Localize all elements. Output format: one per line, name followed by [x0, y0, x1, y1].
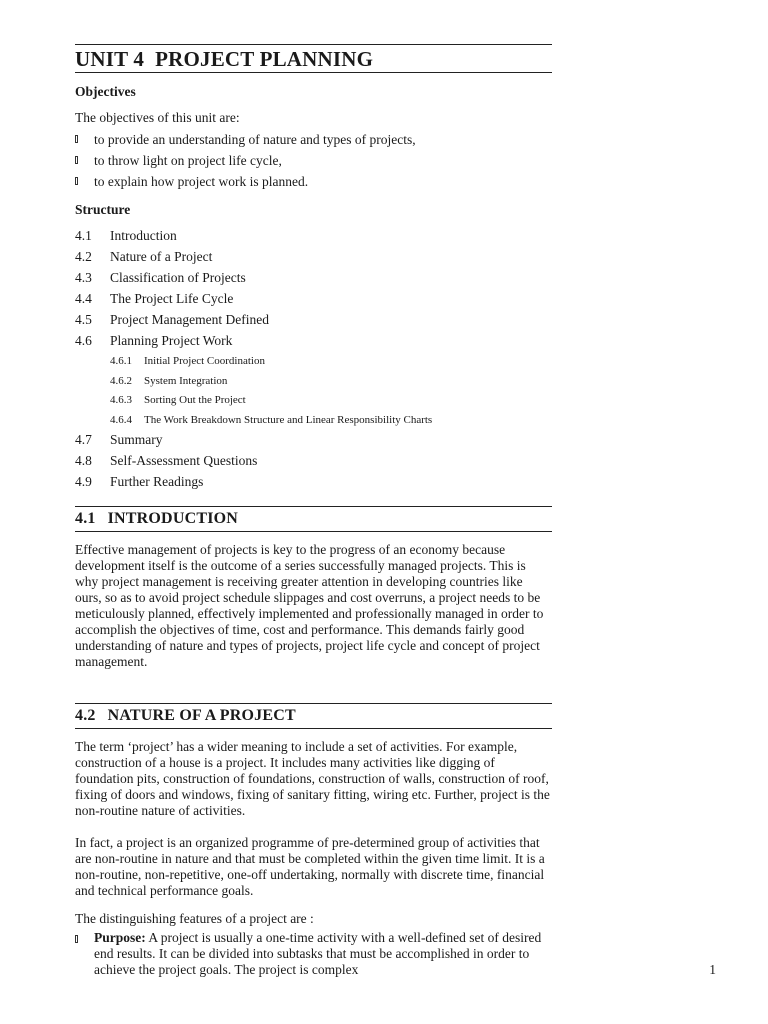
section-heading-nature: 4.2 NATURE OF A PROJECT	[75, 703, 552, 729]
toc-subitem: 4.6.3 Sorting Out the Project	[110, 394, 246, 406]
rule-bottom	[75, 72, 552, 73]
feature-purpose	[75, 930, 552, 978]
list-item: to explain how project work is planned.	[75, 173, 416, 194]
bullet-icon	[75, 156, 78, 164]
unit-name: PROJECT PLANNING	[155, 47, 374, 71]
bullet-icon	[75, 135, 78, 143]
rule-top	[75, 703, 552, 704]
structure-toc	[75, 227, 432, 494]
unit-title	[75, 48, 552, 70]
rule-top	[75, 506, 552, 507]
feature-text: A project is usually a one-time activity with a well-defined set of desired end results. It can be divided into subtasks that must be accomplished in order to achieve the project goals. The project is complex	[94, 930, 542, 977]
toc-item: 4.5 Project Management Defined	[75, 312, 269, 327]
objectives-list	[75, 131, 416, 194]
toc-item: 4.6 Planning Project Work	[75, 333, 233, 348]
toc-item: 4.7 Summary	[75, 432, 163, 447]
list-item: to provide an understanding of nature and types of projects,	[75, 131, 416, 152]
unit-header	[75, 44, 552, 73]
toc-item: 4.3 Classification of Projects	[75, 270, 246, 285]
features-intro: The distinguishing features of a project are :	[75, 911, 314, 926]
feature-label: Purpose:	[94, 930, 146, 945]
toc-item: 4.4 The Project Life Cycle	[75, 291, 234, 306]
structure-heading: Structure	[75, 202, 131, 217]
toc-item: 4.1 Introduction	[75, 228, 177, 243]
bullet-icon	[75, 177, 78, 185]
nature-paragraph-2: In fact, a project is an organized programme of pre-determined group of activities that are non-routine in nature and that must be completed within the given time limit. It is a non-routine, non-repetitive, one-off undertaking, normally with discrete time, financial and technical performance goals.	[75, 835, 545, 898]
bullet-icon	[75, 935, 78, 943]
toc-item: 4.9 Further Readings	[75, 474, 204, 489]
nature-paragraph-1: The term ‘project’ has a wider meaning to include a set of activities. For example, construction of a house is a project. It includes many activities like digging of foundation pits, construction of foundations, construction of walls, construction of roof, fixing of doors and windows, fixing of sanitary fitting, wiring etc. Further, project is the non-routine nature of activities.	[75, 739, 550, 818]
list-item: to throw light on project life cycle,	[75, 152, 416, 173]
toc-item: 4.8 Self-Assessment Questions	[75, 453, 258, 468]
intro-paragraph: Effective management of projects is key to the progress of an economy because development itself is the outcome of a series successfully managed projects. This is why project management is receiving greater attention in developing countries like ours, so as to avoid project schedule slippages and cost overruns, a project needs to be meticulously planned, effectively implemented and professionally managed in order to accomplish the objectives of time, cost and performance. This demands fairly good understanding of nature and types of projects, project life cycle and concept of project management.	[75, 542, 544, 669]
rule-bottom	[75, 531, 552, 532]
toc-item: 4.2 Nature of a Project	[75, 249, 213, 264]
unit-number: UNIT 4	[75, 47, 145, 71]
rule-bottom	[75, 728, 552, 729]
rule-top	[75, 44, 552, 45]
objectives-intro: The objectives of this unit are:	[75, 110, 240, 125]
section-heading-introduction: 4.1 INTRODUCTION	[75, 506, 552, 532]
toc-subitem: 4.6.2 System Integration	[110, 374, 228, 387]
objectives-heading: Objectives	[75, 84, 136, 99]
toc-subitem: 4.6.4 The Work Breakdown Structure and Linear Responsibility Charts	[110, 413, 433, 426]
page-number: 1	[709, 962, 716, 977]
toc-subitem: 4.6.1 Initial Project Coordination	[110, 355, 265, 367]
